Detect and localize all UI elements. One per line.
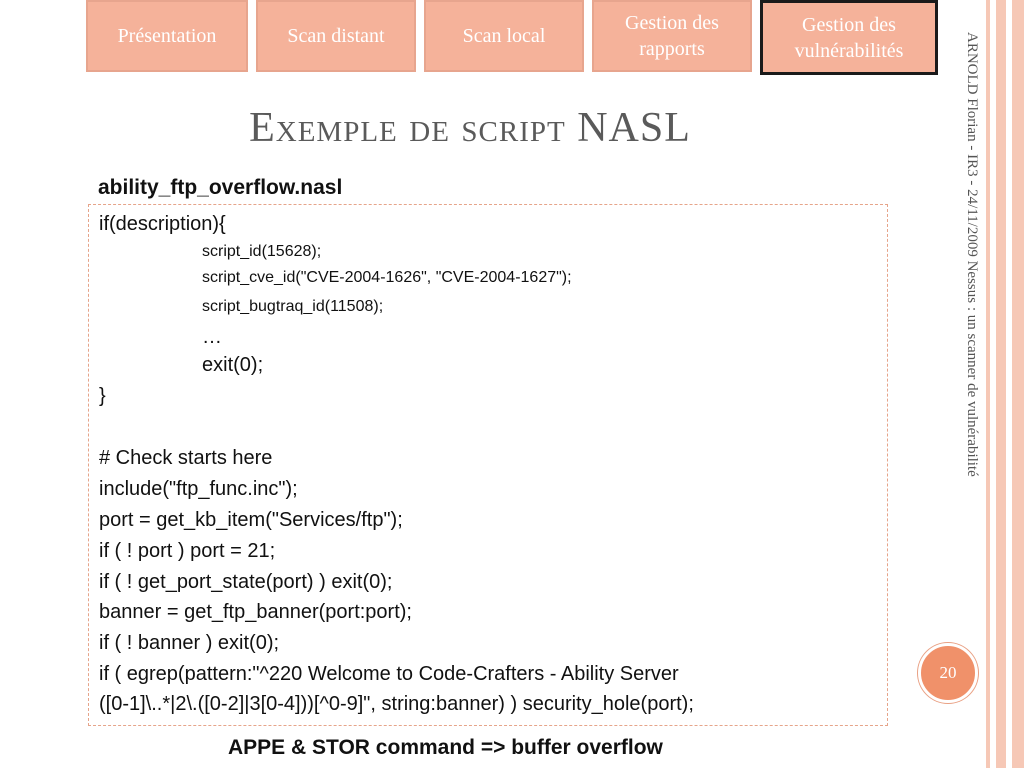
code-line: exit(0); (202, 354, 264, 376)
code-line: if ( ! get_port_state(port) ) exit(0); (99, 571, 393, 593)
code-line: } (99, 385, 106, 407)
tab-scan-local[interactable] (424, 0, 584, 72)
code-line: if ( ! port ) port = 21; (99, 540, 276, 562)
tab-label: Scan distant (287, 25, 385, 47)
code-line: script_bugtraq_id(11508); (202, 298, 384, 315)
code-line: if ( ! banner ) exit(0); (99, 632, 280, 654)
tab-gestion-rapports[interactable] (592, 0, 752, 72)
code-line: if ( egrep(pattern:"^220 Welcome to Code-Crafters - Ability Server (99, 663, 679, 685)
code-block (88, 204, 888, 726)
page-number-badge (918, 643, 978, 703)
page-number: 20 (939, 663, 957, 682)
tab-scan-distant[interactable] (256, 0, 416, 72)
code-line: ([0-1]\..*|2\.([0-2]|3[0-4]))[^0-9]", string:banner) ) security_hole(port); (99, 693, 694, 715)
code-line: port = get_kb_item("Services/ftp"); (99, 509, 403, 531)
tab-presentation[interactable] (86, 0, 248, 72)
code-line: script_cve_id("CVE-2004-1626", "CVE-2004-1627"); (202, 269, 572, 286)
code-line: script_id(15628); (202, 243, 322, 260)
code-line: if(description){ (99, 213, 226, 235)
side-caption: ARNOLD Florian - IR3 - 24/11/2009 Nessus : un scanner de vulnérabilité (964, 32, 980, 477)
tab-gestion-vulnerabilites[interactable] (760, 0, 938, 75)
decor-stripe (986, 0, 990, 768)
code-line: … (202, 326, 222, 348)
code-line: # Check starts here (99, 447, 273, 469)
footer-note: APPE & STOR command => buffer overflow (228, 736, 663, 759)
script-filename: ability_ftp_overflow.nasl (98, 176, 343, 199)
tab-label: Présentation (117, 25, 217, 47)
tab-label: Gestion des vulnérabilités (794, 13, 904, 62)
code-line: include("ftp_func.inc"); (99, 478, 298, 500)
page-title: Exemple de script NASL (249, 105, 691, 151)
code-line: banner = get_ftp_banner(port:port); (99, 601, 412, 623)
tab-label: Gestion des rapports (625, 12, 719, 60)
decor-stripe (1012, 0, 1024, 768)
decor-stripe (996, 0, 1006, 768)
tab-label: Scan local (462, 25, 546, 47)
